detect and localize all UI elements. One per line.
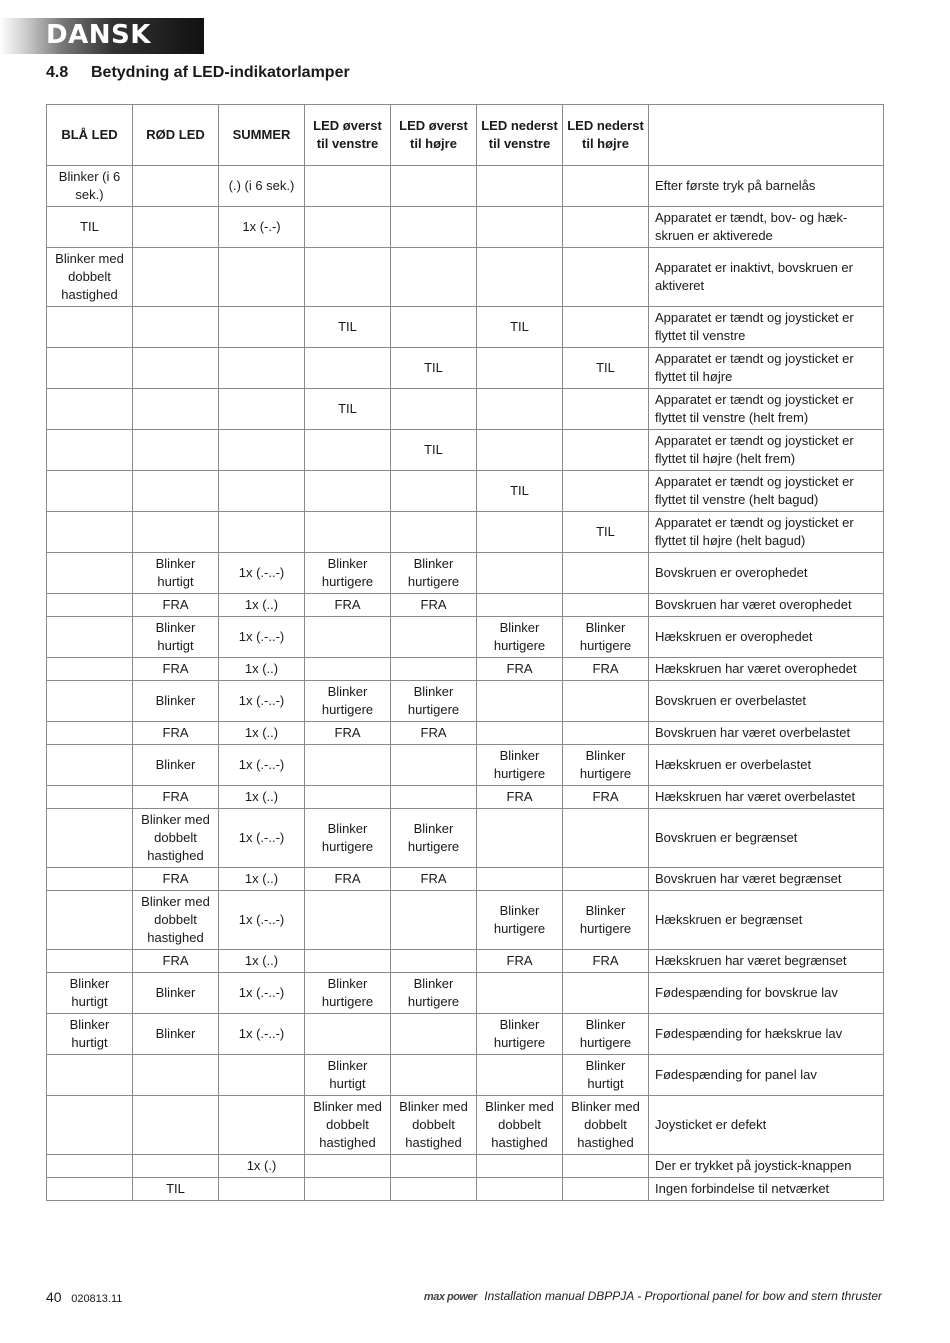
table-cell <box>133 1155 219 1178</box>
table-cell: FRA <box>133 658 219 681</box>
table-cell <box>477 166 563 207</box>
column-header: LED nederst til højre <box>563 105 649 166</box>
table-cell <box>563 1178 649 1201</box>
description-cell: Bovskruen er overbelastet <box>649 681 884 722</box>
table-cell: FRA <box>563 658 649 681</box>
table-cell: FRA <box>133 950 219 973</box>
table-cell <box>563 809 649 868</box>
table-cell: 1x (.) <box>219 1155 305 1178</box>
table-cell: FRA <box>391 868 477 891</box>
description-cell: Der er trykket på joystick-knappen <box>649 1155 884 1178</box>
table-cell <box>305 348 391 389</box>
table-cell: Blinker <box>133 1014 219 1055</box>
table-cell: Blinker hurtigere <box>305 681 391 722</box>
table-row <box>47 553 884 594</box>
table-cell <box>563 973 649 1014</box>
table-cell <box>219 1178 305 1201</box>
table-row <box>47 207 884 248</box>
table-cell <box>219 471 305 512</box>
table-cell <box>47 786 133 809</box>
table-row <box>47 786 884 809</box>
table-cell <box>563 471 649 512</box>
table-cell <box>47 348 133 389</box>
description-cell: Bovskruen har været begrænset <box>649 868 884 891</box>
table-row <box>47 248 884 307</box>
table-row <box>47 1178 884 1201</box>
table-cell: FRA <box>133 722 219 745</box>
table-cell <box>219 430 305 471</box>
table-cell <box>563 207 649 248</box>
table-cell: 1x (..) <box>219 658 305 681</box>
table-cell: Blinker hurtigere <box>391 973 477 1014</box>
table-cell <box>391 512 477 553</box>
description-cell: Apparatet er tændt og joysticket er flyttet til højre (helt frem) <box>649 430 884 471</box>
description-cell: Bovskruen er begrænset <box>649 809 884 868</box>
table-cell <box>391 389 477 430</box>
table-cell: 1x (..) <box>219 868 305 891</box>
table-cell: TIL <box>47 207 133 248</box>
table-row <box>47 1055 884 1096</box>
table-cell <box>133 1096 219 1155</box>
column-header: LED øverst til venstre <box>305 105 391 166</box>
table-cell: Blinker hurtigere <box>563 891 649 950</box>
table-cell <box>219 1096 305 1155</box>
table-cell <box>47 722 133 745</box>
table-cell: (.) (i 6 sek.) <box>219 166 305 207</box>
table-cell <box>305 207 391 248</box>
table-cell: Blinker med dobbelt hastighed <box>391 1096 477 1155</box>
table-cell <box>47 868 133 891</box>
table-cell: Blinker med dobbelt hastighed <box>133 809 219 868</box>
description-cell: Apparatet er tændt, bov- og hæk-skruen er aktiverede <box>649 207 884 248</box>
table-cell: Blinker hurtigere <box>563 617 649 658</box>
table-cell <box>47 950 133 973</box>
table-cell <box>305 1014 391 1055</box>
table-cell: FRA <box>133 594 219 617</box>
table-cell <box>47 658 133 681</box>
table-header-row <box>47 105 884 166</box>
table-cell: 1x (..) <box>219 594 305 617</box>
column-header: SUMMER <box>219 105 305 166</box>
table-cell <box>219 1055 305 1096</box>
table-cell: Blinker (i 6 sek.) <box>47 166 133 207</box>
table-cell <box>563 868 649 891</box>
table-cell: Blinker med dobbelt hastighed <box>47 248 133 307</box>
table-row <box>47 1014 884 1055</box>
table-cell <box>47 1096 133 1155</box>
description-cell: Hækskruen har været overophedet <box>649 658 884 681</box>
description-cell: Apparatet er tændt og joysticket er flyttet til venstre (helt bagud) <box>649 471 884 512</box>
table-cell: Blinker med dobbelt hastighed <box>563 1096 649 1155</box>
table-cell: Blinker <box>133 745 219 786</box>
description-cell: Hækskruen er overbelastet <box>649 745 884 786</box>
table-cell: FRA <box>133 786 219 809</box>
table-row <box>47 594 884 617</box>
table-cell: FRA <box>477 950 563 973</box>
table-row <box>47 430 884 471</box>
table-cell: 1x (.-..-) <box>219 891 305 950</box>
table-cell <box>391 1155 477 1178</box>
table-cell: Blinker hurtigere <box>477 1014 563 1055</box>
table-cell: Blinker med dobbelt hastighed <box>133 891 219 950</box>
table-cell: TIL <box>133 1178 219 1201</box>
table-cell: Blinker hurtigere <box>477 891 563 950</box>
table-cell: FRA <box>305 594 391 617</box>
table-cell <box>391 166 477 207</box>
table-cell <box>477 1155 563 1178</box>
table-cell <box>47 1178 133 1201</box>
table-cell <box>477 207 563 248</box>
table-cell <box>133 207 219 248</box>
table-cell: Blinker hurtigt <box>133 553 219 594</box>
table-cell <box>305 471 391 512</box>
table-cell: Blinker hurtigt <box>305 1055 391 1096</box>
table-cell <box>219 512 305 553</box>
description-cell: Ingen forbindelse til netværket <box>649 1178 884 1201</box>
table-cell: Blinker hurtigere <box>305 973 391 1014</box>
table-cell <box>391 786 477 809</box>
table-cell <box>47 553 133 594</box>
table-cell: TIL <box>391 430 477 471</box>
table-cell <box>47 594 133 617</box>
table-cell: Blinker hurtigere <box>391 681 477 722</box>
table-cell <box>563 307 649 348</box>
table-cell: 1x (..) <box>219 786 305 809</box>
description-cell: Bovskruen har været overophedet <box>649 594 884 617</box>
table-cell <box>133 166 219 207</box>
table-row <box>47 1155 884 1178</box>
table-cell <box>563 430 649 471</box>
language-banner <box>0 18 204 54</box>
table-cell <box>563 722 649 745</box>
table-cell <box>133 430 219 471</box>
section-title: Betydning af LED-indikatorlamper <box>91 64 350 81</box>
table-cell <box>391 207 477 248</box>
table-row <box>47 166 884 207</box>
table-cell <box>219 307 305 348</box>
table-row <box>47 722 884 745</box>
table-cell <box>305 1178 391 1201</box>
table-cell: TIL <box>477 307 563 348</box>
table-cell <box>47 1155 133 1178</box>
column-header: LED øverst til højre <box>391 105 477 166</box>
footer-manual-info <box>424 1289 882 1303</box>
table-cell: 1x (.-..-) <box>219 681 305 722</box>
table-row <box>47 891 884 950</box>
table-body <box>47 166 884 1201</box>
table-cell: Blinker hurtigere <box>477 745 563 786</box>
table-cell: 1x (.-..-) <box>219 745 305 786</box>
table-cell <box>47 681 133 722</box>
table-cell <box>391 248 477 307</box>
table-cell: FRA <box>477 658 563 681</box>
table-cell <box>563 553 649 594</box>
table-cell <box>219 348 305 389</box>
table-cell <box>133 307 219 348</box>
page-number: 40 <box>46 1289 62 1305</box>
table-cell <box>47 307 133 348</box>
table-cell: FRA <box>391 594 477 617</box>
table-cell <box>47 512 133 553</box>
description-cell: Fødespænding for bovskrue lav <box>649 973 884 1014</box>
table-cell <box>133 1055 219 1096</box>
document-code: 020813.11 <box>71 1293 123 1305</box>
table-cell: 1x (..) <box>219 722 305 745</box>
table-cell: 1x (.-..-) <box>219 1014 305 1055</box>
table-cell <box>391 745 477 786</box>
table-cell <box>47 617 133 658</box>
table-cell: Blinker hurtigere <box>391 553 477 594</box>
table-cell <box>305 430 391 471</box>
table-cell: 1x (.-..-) <box>219 809 305 868</box>
table-cell <box>477 722 563 745</box>
table-cell <box>47 430 133 471</box>
table-cell: FRA <box>133 868 219 891</box>
table-cell <box>305 891 391 950</box>
table-cell: Blinker hurtigt <box>563 1055 649 1096</box>
table-cell: FRA <box>477 786 563 809</box>
table-cell: 1x (-.-) <box>219 207 305 248</box>
table-cell: Blinker hurtigt <box>133 617 219 658</box>
table-cell <box>133 389 219 430</box>
table-cell <box>305 512 391 553</box>
table-cell <box>305 786 391 809</box>
column-header: RØD LED <box>133 105 219 166</box>
table-cell <box>305 248 391 307</box>
table-cell: 1x (.-..-) <box>219 617 305 658</box>
table-cell <box>133 348 219 389</box>
footer-page-info <box>46 1289 122 1305</box>
table-cell: FRA <box>391 722 477 745</box>
table-cell <box>477 348 563 389</box>
table-row <box>47 348 884 389</box>
description-cell: Bovskruen er overophedet <box>649 553 884 594</box>
led-indicator-table <box>46 104 884 1201</box>
table-cell: TIL <box>305 307 391 348</box>
table-cell <box>477 389 563 430</box>
table-cell <box>477 681 563 722</box>
table-cell: TIL <box>563 348 649 389</box>
table-row <box>47 617 884 658</box>
table-cell: Blinker <box>133 681 219 722</box>
table-cell <box>477 594 563 617</box>
table-cell <box>563 1155 649 1178</box>
table-cell <box>47 809 133 868</box>
table-cell <box>47 389 133 430</box>
table-cell <box>305 658 391 681</box>
table-cell <box>47 1055 133 1096</box>
table-row <box>47 658 884 681</box>
table-cell <box>133 512 219 553</box>
table-cell <box>391 891 477 950</box>
table-row <box>47 950 884 973</box>
table-row <box>47 1096 884 1155</box>
table-cell: FRA <box>305 722 391 745</box>
table-cell <box>219 248 305 307</box>
table-cell <box>563 594 649 617</box>
table-cell: Blinker hurtigt <box>47 1014 133 1055</box>
table-cell <box>391 617 477 658</box>
table-cell: FRA <box>563 950 649 973</box>
description-cell: Apparatet er tændt og joysticket er flyttet til højre (helt bagud) <box>649 512 884 553</box>
table-cell <box>477 1178 563 1201</box>
table-cell <box>563 248 649 307</box>
table-cell <box>47 471 133 512</box>
table-row <box>47 681 884 722</box>
table-cell: Blinker hurtigere <box>305 809 391 868</box>
description-cell: Fødespænding for panel lav <box>649 1055 884 1096</box>
table-cell <box>477 1055 563 1096</box>
section-heading <box>46 64 350 82</box>
manual-title: Installation manual DBPPJA - Proportional panel for bow and stern thruster <box>484 1289 882 1303</box>
table-cell <box>305 950 391 973</box>
description-cell: Hækskruen har været overbelastet <box>649 786 884 809</box>
table-cell: Blinker <box>133 973 219 1014</box>
table-cell: FRA <box>305 868 391 891</box>
description-cell: Efter første tryk på barnelås <box>649 166 884 207</box>
table-cell <box>47 745 133 786</box>
language-label: DANSK <box>46 20 151 50</box>
description-cell: Hækskruen har været begrænset <box>649 950 884 973</box>
description-cell: Apparatet er inaktivt, bovskruen er aktiveret <box>649 248 884 307</box>
description-cell: Hækskruen er overophedet <box>649 617 884 658</box>
table-cell: TIL <box>563 512 649 553</box>
table-row <box>47 745 884 786</box>
table-row <box>47 809 884 868</box>
table-cell <box>477 430 563 471</box>
table-cell <box>305 617 391 658</box>
column-header: BLÅ LED <box>47 105 133 166</box>
table-row <box>47 307 884 348</box>
table-cell <box>391 307 477 348</box>
table-cell: Blinker med dobbelt hastighed <box>305 1096 391 1155</box>
table-cell <box>477 512 563 553</box>
table-row <box>47 512 884 553</box>
table-cell: Blinker hurtigere <box>391 809 477 868</box>
table-cell <box>477 809 563 868</box>
table-cell <box>391 1014 477 1055</box>
table-cell <box>563 681 649 722</box>
table-cell <box>477 248 563 307</box>
column-header <box>649 105 884 166</box>
brand-logo: max power <box>423 1291 477 1303</box>
table-cell <box>133 248 219 307</box>
description-cell: Apparatet er tændt og joysticket er flyttet til venstre (helt frem) <box>649 389 884 430</box>
description-cell: Apparatet er tændt og joysticket er flyttet til venstre <box>649 307 884 348</box>
section-number: 4.8 <box>46 64 69 81</box>
table-cell <box>563 166 649 207</box>
table-cell: Blinker hurtigere <box>563 745 649 786</box>
table-cell <box>391 471 477 512</box>
table-row <box>47 973 884 1014</box>
table-cell <box>305 166 391 207</box>
description-cell: Hækskruen er begrænset <box>649 891 884 950</box>
table-cell: Blinker hurtigere <box>477 617 563 658</box>
table-cell <box>47 891 133 950</box>
table-cell <box>391 1055 477 1096</box>
table-row <box>47 471 884 512</box>
table-cell: FRA <box>563 786 649 809</box>
table-cell <box>477 868 563 891</box>
table-cell <box>477 973 563 1014</box>
table-cell: TIL <box>305 389 391 430</box>
table-cell: Blinker hurtigere <box>305 553 391 594</box>
table-cell <box>563 389 649 430</box>
column-header: LED nederst til venstre <box>477 105 563 166</box>
table-cell <box>305 745 391 786</box>
table-cell: 1x (.-..-) <box>219 553 305 594</box>
table-cell <box>305 1155 391 1178</box>
table-cell: Blinker hurtigere <box>563 1014 649 1055</box>
description-cell: Fødespænding for hækskrue lav <box>649 1014 884 1055</box>
table-cell <box>133 471 219 512</box>
description-cell: Bovskruen har været overbelastet <box>649 722 884 745</box>
table-cell: TIL <box>477 471 563 512</box>
table-cell: Blinker med dobbelt hastighed <box>477 1096 563 1155</box>
description-cell: Apparatet er tændt og joysticket er flyttet til højre <box>649 348 884 389</box>
table-cell: 1x (.-..-) <box>219 973 305 1014</box>
table-cell <box>477 553 563 594</box>
table-cell <box>391 658 477 681</box>
table-cell: 1x (..) <box>219 950 305 973</box>
table-row <box>47 868 884 891</box>
table-cell: Blinker hurtigt <box>47 973 133 1014</box>
table-cell <box>391 1178 477 1201</box>
table-cell: TIL <box>391 348 477 389</box>
description-cell: Joysticket er defekt <box>649 1096 884 1155</box>
table-cell <box>391 950 477 973</box>
table-cell <box>219 389 305 430</box>
table-row <box>47 389 884 430</box>
